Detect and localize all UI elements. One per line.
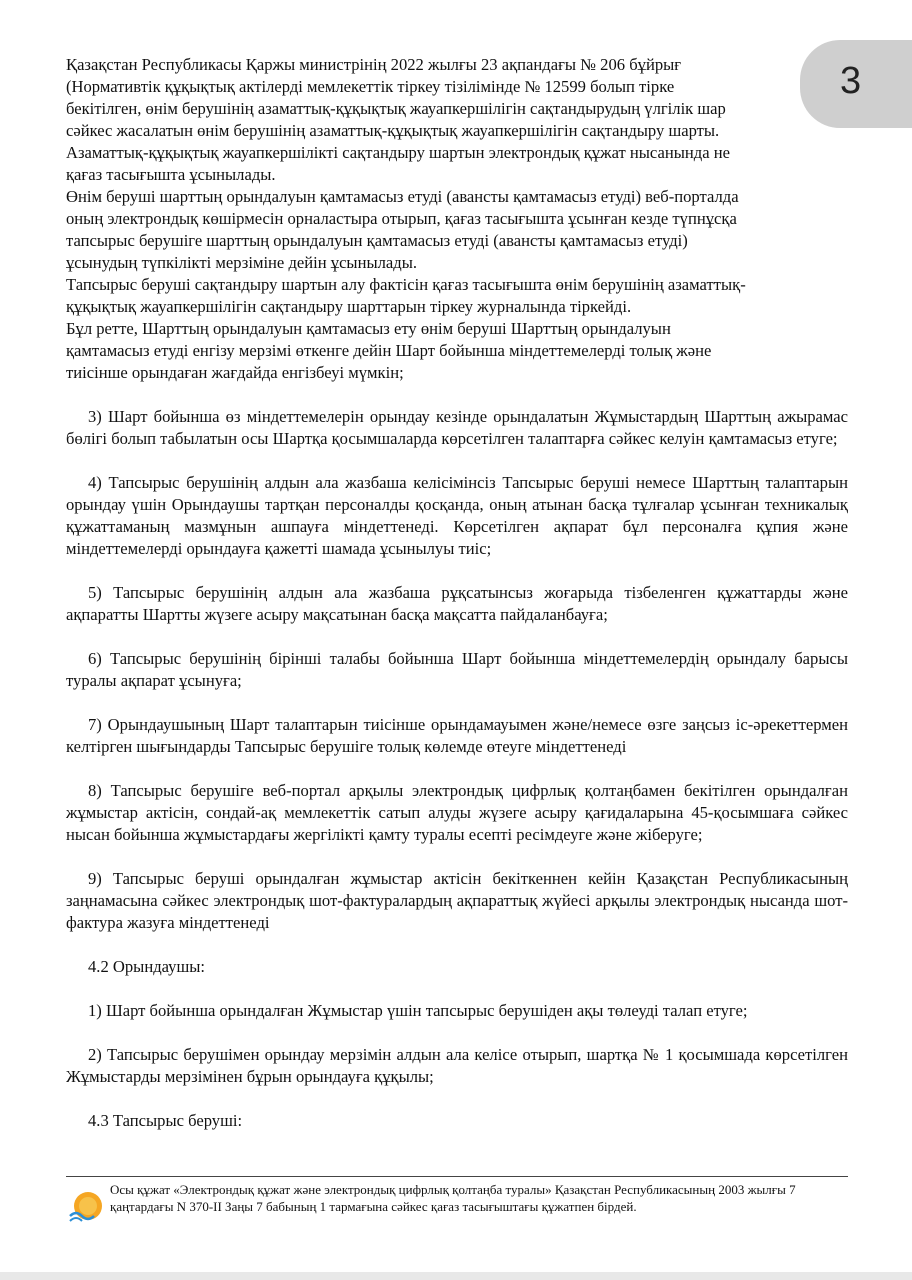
intro-line: (Нормативтік құқықтық актілерді мемлекеттік тіркеу тізілімінде № 12599 болып тірке bbox=[66, 77, 675, 96]
intro-line: Азаматтық-құқықтық жауапкершілікті сақтандыру шартын электрондық құжат нысанында не bbox=[66, 143, 730, 162]
clause-8: 8) Тапсырыс берушіге веб-портал арқылы электрондық цифрлық қолтаңбамен бекітілген орындалған жұмыстар актісін, сондай-ақ мемлекеттік сатып алуды жүзеге асыру қағидаларына 45-қосымшаға сәйкес нысан бойынша жұмыстардағы жергілікті қамту туралы есепті ресімдеуге және жіберуге; bbox=[66, 781, 848, 844]
clause-3: 3) Шарт бойынша өз міндеттемелерін орындау кезінде орындалатын Жұмыстардың Шарттың ажырамас бөлігі болып табылатын осы Шартқа қосымшаларда көрсетілген талаптарға сәйкес келуін қамтамасыз етуге; bbox=[66, 407, 848, 448]
footer-legal-note: Осы құжат «Электрондық құжат және электрондық цифрлық қолтаңба туралы» Қазақстан Республикасының 2003 жылғы 7 қаңтардағы N 370-II Заңы 7 бабының 1 тармағына сәйкес қағаз тасығыштағы құжатпен бірдей. bbox=[110, 1182, 796, 1214]
clause-5: 5) Тапсырыс берушінің алдын ала жазбаша рұқсатынсыз жоғарыда тізбеленген құжаттарды және ақпаратты Шартты жүзеге асыру мақсатынан басқа мақсатта пайдаланбауға; bbox=[66, 583, 848, 624]
clause-7: 7) Орындаушының Шарт талаптарын тиісінше орындамауымен және/немесе өзге заңсыз іс-әрекеттермен келтірген шығындарды Тапсырыс берушіге толық көлемде өтеуге міндеттенеді bbox=[66, 715, 848, 756]
intro-line: тиісінше орындаған жағдайда енгізбеуі мүмкін; bbox=[66, 363, 404, 382]
intro-line: Қазақстан Республикасы Қаржы министрінің 2022 жылғы 23 ақпандағы № 206 бұйрығ bbox=[66, 55, 682, 74]
section-4-3-heading: 4.3 Тапсырыс беруші: bbox=[88, 1111, 243, 1130]
intro-line: оның электрондық көшірмесін орналастыра отырып, қағаз тасығышта ұсынған кезде түпнұсқа bbox=[66, 209, 737, 228]
clause-6: 6) Тапсырыс берушінің бірінші талабы бойынша Шарт бойынша міндеттемелердің орындалу барысы туралы ақпарат ұсынуға; bbox=[66, 649, 848, 690]
intro-line: Бұл ретте, Шарттың орындалуын қамтамасыз ету өнім беруші Шарттың орындалуын bbox=[66, 319, 671, 338]
sun-logo-icon bbox=[66, 1188, 106, 1228]
document-body bbox=[66, 54, 848, 1132]
section-4-2-heading: 4.2 Орындаушы: bbox=[88, 957, 205, 976]
intro-line: ұсынудың түпкілікті мерзіміне дейін ұсынылады. bbox=[66, 253, 417, 272]
intro-line: құқықтық жауапкершілігін сақтандыру шарттарын тіркеу журналында тіркейді. bbox=[66, 297, 632, 316]
intro-line: сәйкес жасалатын өнім берушінің азаматтық-құқықтық жауапкершілігін сақтандыру шарты. bbox=[66, 121, 720, 140]
clause-4: 4) Тапсырыс берушінің алдын ала жазбаша келісімінсіз Тапсырыс беруші немесе Шарттың талаптарын орындау үшін Орындаушы тартқан персоналды қосқанда, оның атынан басқа тұлғалар ұсынған техникалық құжаттаманың мазмұнын ашпауға міндеттенеді. Көрсетілген ақпарат бұл персоналға құпия және міндеттемелерді орындауға қажетті шамада ұсынылуы тиіс; bbox=[66, 473, 848, 558]
clause-9: 9) Тапсырыс беруші орындалған жұмыстар актісін бекіткеннен кейін Қазақстан Республикасының заңнамасына сәйкес электрондық шот-фактуралардың ақпараттық жүйесі арқылы электрондық нысанда шот-фактура жазуға міндеттенеді bbox=[66, 869, 848, 932]
footer-divider bbox=[66, 1176, 848, 1177]
intro-line: қамтамасыз етуді енгізу мерзімі өткенге дейін Шарт бойынша міндеттемелерді толық және bbox=[66, 341, 712, 360]
intro-line: Өнім беруші шарттың орындалуын қамтамасыз етуді (авансты қамтамасыз етуді) веб-порталда bbox=[66, 187, 739, 206]
intro-line: тапсырыс берушіге шарттың орындалуын қамтамасыз етуді (авансты қамтамасыз етуді) bbox=[66, 231, 688, 250]
page-number: 3 bbox=[840, 60, 862, 102]
clause-4-2-1: 1) Шарт бойынша орындалған Жұмыстар үшін тапсырыс берушіден ақы төлеуді талап етуге; bbox=[88, 1001, 748, 1020]
clause-4-2-2: 2) Тапсырыс берушімен орындау мерзімін алдын ала келісе отырып, шартқа № 1 қосымшада көрсетілген Жұмыстарды мерзімінен бұрын орындауға құқылы; bbox=[66, 1045, 848, 1086]
intro-line: бекітілген, өнім берушінің азаматтық-құқықтық жауапкершілігін сақтандырудың үлгілік шар bbox=[66, 99, 726, 118]
intro-block bbox=[66, 54, 848, 384]
page-bottom-strip bbox=[0, 1272, 912, 1280]
intro-line: Тапсырыс беруші сақтандыру шартын алу фактісін қағаз тасығышта өнім берушінің азаматтық- bbox=[66, 275, 746, 294]
intro-line: қағаз тасығышта ұсынылады. bbox=[66, 165, 276, 184]
